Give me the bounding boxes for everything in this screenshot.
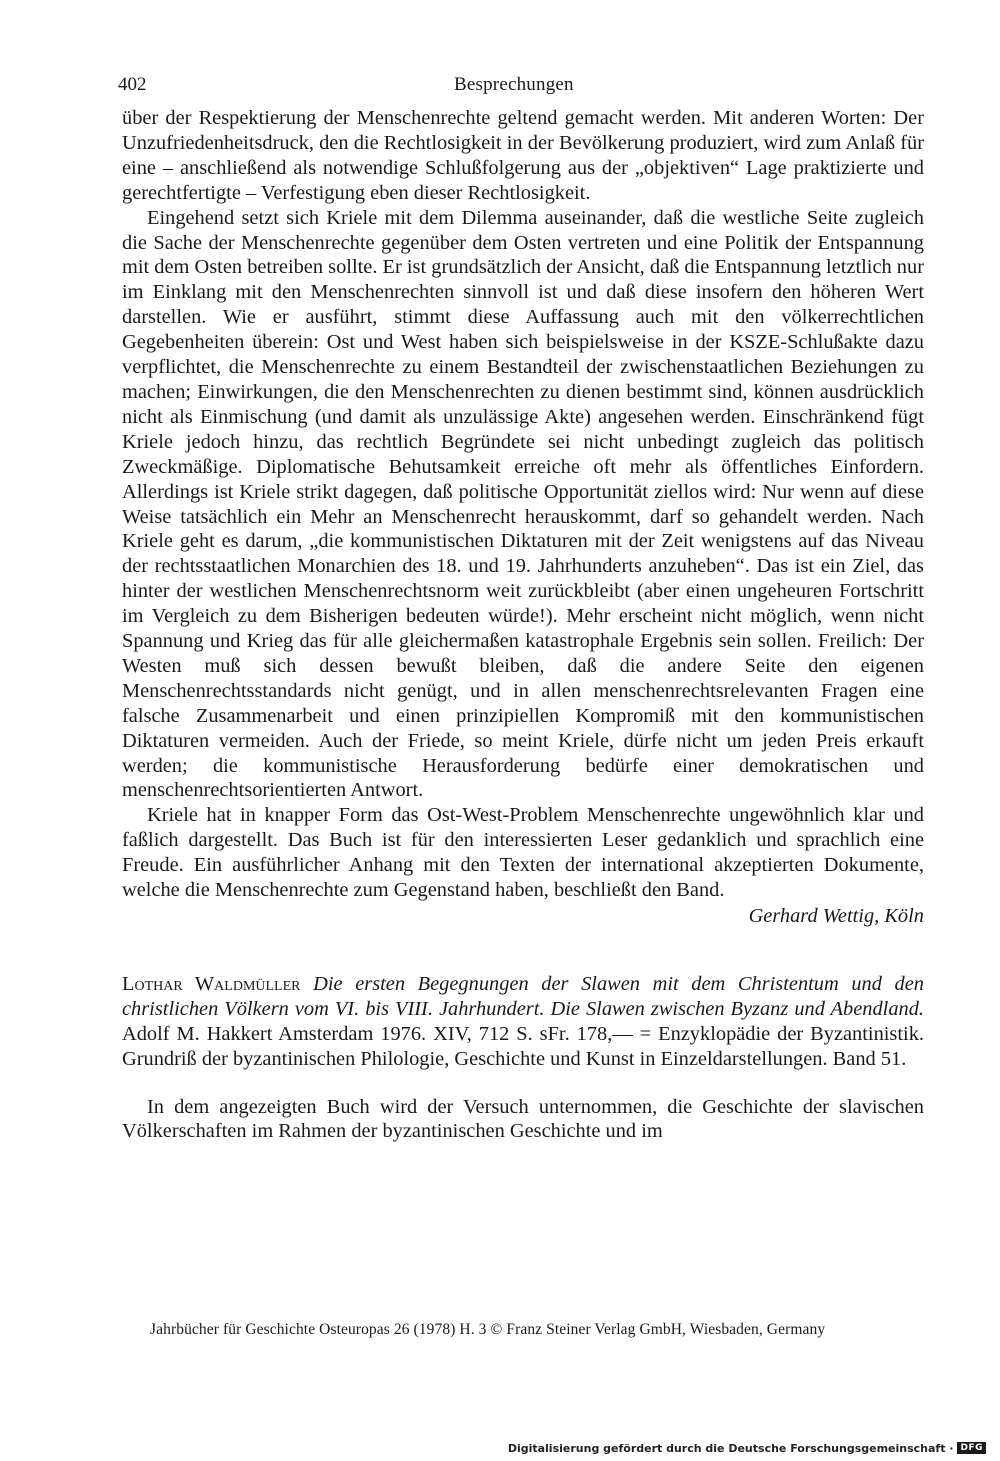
running-head: Besprechungen xyxy=(454,74,574,95)
review2-bibliographic-entry xyxy=(122,972,924,1072)
reviewer-signature: Gerhard Wettig, Köln xyxy=(748,905,924,927)
review2-book-title: Die ersten Begegnungen der Slawen mit dem Christentum und den christlichen Völkern vom VI. bis VIII. Jahrhundert. Die Slawen zwischen Byzanz und Abendland. xyxy=(122,972,925,1020)
page-header xyxy=(118,74,924,102)
digitization-banner xyxy=(508,1440,986,1456)
review2-author: Lothar Waldmüller xyxy=(122,972,301,995)
page-number: 402 xyxy=(118,74,147,95)
digitization-note: Digitalisierung gefördert durch die Deutsche Forschungsgemeinschaft · xyxy=(507,1441,954,1455)
dfg-logo: DFG xyxy=(957,1442,986,1454)
journal-footer: Jahrbücher für Geschichte Osteuropas 26 (1978) H. 3 © Franz Steiner Verlag GmbH, Wiesbaden, Germany xyxy=(150,1321,826,1338)
review2-paragraph-1: In dem angezeigten Buch wird der Versuch unternommen, die Geschichte der slavischen Völkerschaften im Rahmen der byzantinischen Geschichte und im xyxy=(122,1095,924,1143)
review1-paragraph-3: Kriele hat in knapper Form das Ost-West-Problem Menschenrechte ungewöhnlich klar und faßlich dargestellt. Das Buch ist für den interessierten Leser gedanklich und sprachlich eine Freude. Ein ausführlicher Anhang mit den Texten der international akzeptierten Dokumente, welche die Menschenrechte zum Gegenstand haben, beschließt den Band. xyxy=(122,804,924,902)
review1-paragraph-2: Eingehend setzt sich Kriele mit dem Dilemma auseinander, daß die westliche Seite zugleich die Sache der Menschenrechte gegenüber dem Osten vertreten und eine Politik der Entspannung mit dem Osten betreiben sollte. Er ist grundsätzlich der Ansicht, daß die Entspannung letztlich nur im Einklang mit den Menschenrechten sinnvoll ist und daß diese insofern den höheren Wert darstellen. Wie er ausführt, stimmt diese Auffassung auch mit den völkerrechtlichen Gegebenheiten überein: Ost und West haben sich beispielsweise in der KSZE-Schlußakte dazu verpflichtet, die Menschenrechte zu einem Bestandteil der zwischenstaatlichen Beziehungen zu machen; Einwirkungen, die den Menschenrechten zu dienen bestimmt sind, können ausdrücklich nicht als Einmischung (und damit als unzulässige Akte) angesehen werden. Einschränkend fügt Kriele jedoch hinzu, das rechtlich Begründete sei nicht unbedingt zugleich das politisch Zweckmäßige. Diplomatische Behutsamkeit erreiche oft mehr als öffentliches Einfordern. Allerdings ist Kriele strikt dagegen, daß politische Opportunität ziellos wird: Nur wenn auf diese Weise tatsächlich ein Mehr an Menschenrecht herauskommt, darf so gehandelt werden. Nach Kriele geht es darum, „die kommunistischen Diktaturen mit der Zeit wenigstens auf das Niveau der rechtsstaatlichen Monarchien des 18. und 19. Jahrhunderts anzuheben“. Das ist ein Ziel, das hinter der westlichen Menschenrechtsnorm weit zurückbleibt (aber einen ungeheuren Fortschritt im Vergleich zu dem Bisherigen bedeuten würde!). Mehr erscheint nicht möglich, wenn nicht Spannung und Krieg das für alle gleichermaßen katastrophale Ergebnis sein sollen. Freilich: Der Westen muß sich dessen bewußt bleiben, daß die andere Seite den eigenen Menschenrechtsstandards nicht genügt, und in allen menschenrechtsrelevanten Fragen eine falsche Zusammenarbeit und einen prinzipiellen Kompromiß mit den kommunistischen Diktaturen vermeiden. Auch der Friede, so meint Kriele, dürfe nicht um jeden Preis erkauft werden; die kommunistische Herausforderung bedürfe einer demokratischen und menschenrechtsorientierten Antwort. xyxy=(122,206,924,802)
page-body xyxy=(122,106,924,1144)
review1-paragraph-1: über der Respektierung der Menschenrechte geltend gemacht werden. Mit anderen Worten: Der Unzufriedenheitsdruck, den die Rechtlosigkeit in der Bevölkerung produziert, wird zum Anlaß für eine – anschließend als notwendige Schlußfolgerung aus der „objektiven“ Lage praktizierte und gerechtfertigte – Verfestigung eben dieser Rechtlosigkeit. xyxy=(122,107,924,204)
review2-publication-details: Adolf M. Hakkert Amsterdam 1976. XIV, 712 S. sFr. 178,— = Enzyklopädie der Byzantinistik. Grundriß der byzantinischen Philologie, Geschichte und Kunst in Einzeldarstellungen. Band 51. xyxy=(122,1022,924,1070)
